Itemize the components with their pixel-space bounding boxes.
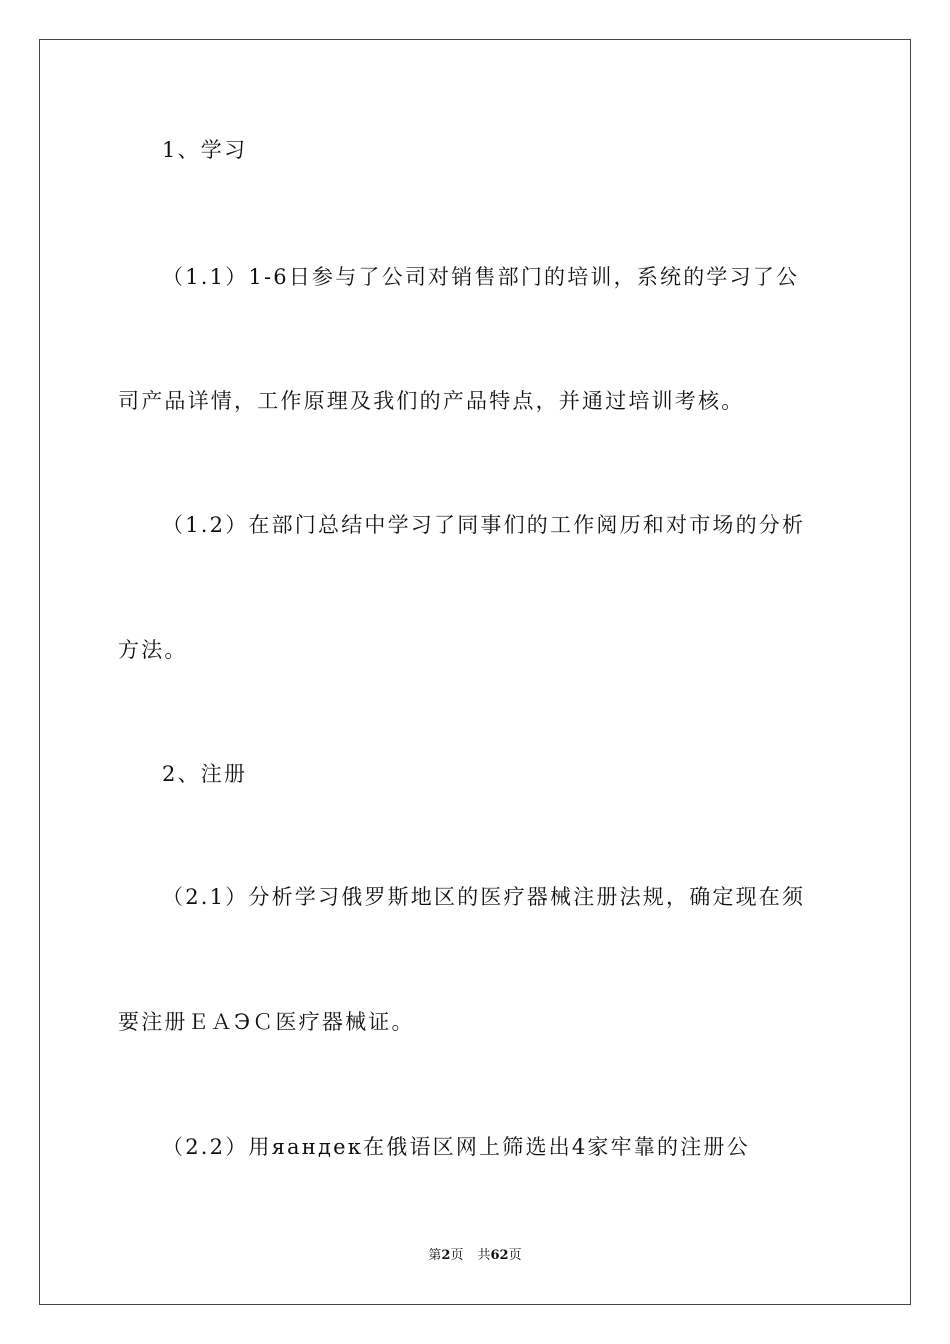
paragraph-1-1-line-1: （1.1）1-6日参与了公司对销售部门的培训，系统的学习了公 bbox=[162, 265, 800, 289]
heading-registration: 2、注册 bbox=[162, 762, 248, 786]
page-footer bbox=[0, 1248, 950, 1264]
paragraph-2-2-line-1: （2.2）用яандек在俄语区网上筛选出4家牢靠的注册公 bbox=[162, 1135, 750, 1159]
page-border bbox=[39, 39, 911, 1305]
footer-current-page: 2 bbox=[441, 1248, 451, 1263]
paragraph-1-2-line-1: （1.2）在部门总结中学习了同事们的工作阅历和对市场的分析 bbox=[162, 513, 806, 537]
footer-total-prefix: 共 bbox=[477, 1248, 491, 1263]
footer-total-pages: 62 bbox=[490, 1248, 509, 1263]
heading-study: 1、学习 bbox=[162, 138, 248, 162]
footer-page-prefix: 第 bbox=[428, 1248, 442, 1263]
paragraph-1-1-line-2: 司产品详情，工作原理及我们的产品特点，并通过培训考核。 bbox=[118, 389, 745, 413]
footer-page-suffix: 页 bbox=[450, 1248, 464, 1263]
footer-total-suffix: 页 bbox=[508, 1248, 522, 1263]
paragraph-1-2-line-2: 方法。 bbox=[118, 638, 188, 662]
paragraph-2-1-line-1: （2.1）分析学习俄罗斯地区的医疗器械注册法规，确定现在须 bbox=[162, 885, 806, 909]
paragraph-2-1-line-2: 要注册ＥＡЭＣ医疗器械证。 bbox=[118, 1010, 415, 1034]
